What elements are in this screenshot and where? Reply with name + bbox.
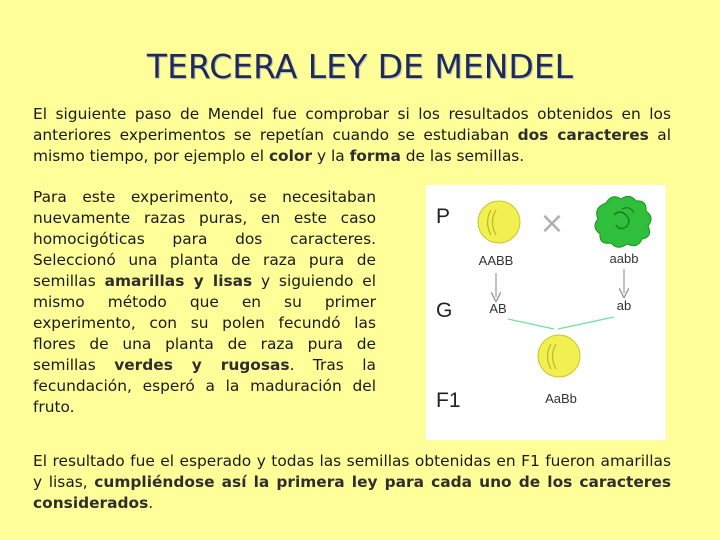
parent2-genotype: aabb	[609, 251, 639, 266]
experiment-paragraph: Para este experimento, se necesitaban nuevamente razas puras, en este caso homocigóticas para dos caracteres. Seleccionó una planta de raza pura de semillas amarillas y lisas y siguiendo el mismo método que en su primer experimento, con su polen fecundó las flores de una planta de raza pura de semillas verdes y rugosas. Tras la fecundación, esperó a la maduración del fruto.	[33, 188, 376, 416]
cross-diagram-svg	[426, 185, 666, 440]
highlight-color: color	[268, 147, 313, 165]
generation-g-label: G	[436, 299, 453, 322]
generation-f1-label: F1	[436, 389, 461, 412]
highlight-conclusion: cumpliéndose así la primera ley para cada uno de los caracteres considerados	[33, 473, 671, 512]
page-title: TERCERA LEY DE MENDEL	[146, 47, 574, 86]
fertilization-line-left	[508, 319, 554, 329]
result-paragraph: El resultado fue el esperado y todas las semillas obtenidas en F1 fueron amarillas y lisas, cumpliéndose así la primera ley para cada uno de los caracteres considerados.	[33, 452, 671, 512]
highlight-dos-caracteres: dos caracteres	[517, 126, 649, 144]
dihybrid-cross-diagram	[426, 185, 666, 440]
highlight-amarillas-lisas: amarillas y lisas	[104, 272, 253, 290]
gamete1-label: AB	[489, 301, 507, 316]
cross-symbol: ×	[539, 206, 565, 241]
fertilization-line-right	[558, 317, 614, 329]
intro-paragraph: El siguiente paso de Mendel fue comprobar si los resultados obtenidos en los anteriores experimentos se repetían cuando se estudiaban dos caracteres al mismo tiempo, por ejemplo el color y la forma de las semillas.	[33, 105, 672, 165]
gamete2-label: ab	[616, 298, 632, 313]
green-wrinkled-seed-icon	[595, 196, 651, 247]
highlight-verdes-rugosas: verdes y rugosas	[114, 356, 290, 374]
generation-p-label: P	[436, 205, 451, 228]
f1-yellow-smooth-seed-icon	[538, 335, 580, 377]
parent1-genotype: AABB	[478, 253, 514, 268]
highlight-forma: forma	[349, 147, 401, 165]
f1-genotype: AaBb	[545, 391, 577, 406]
yellow-smooth-seed-icon	[478, 201, 520, 243]
